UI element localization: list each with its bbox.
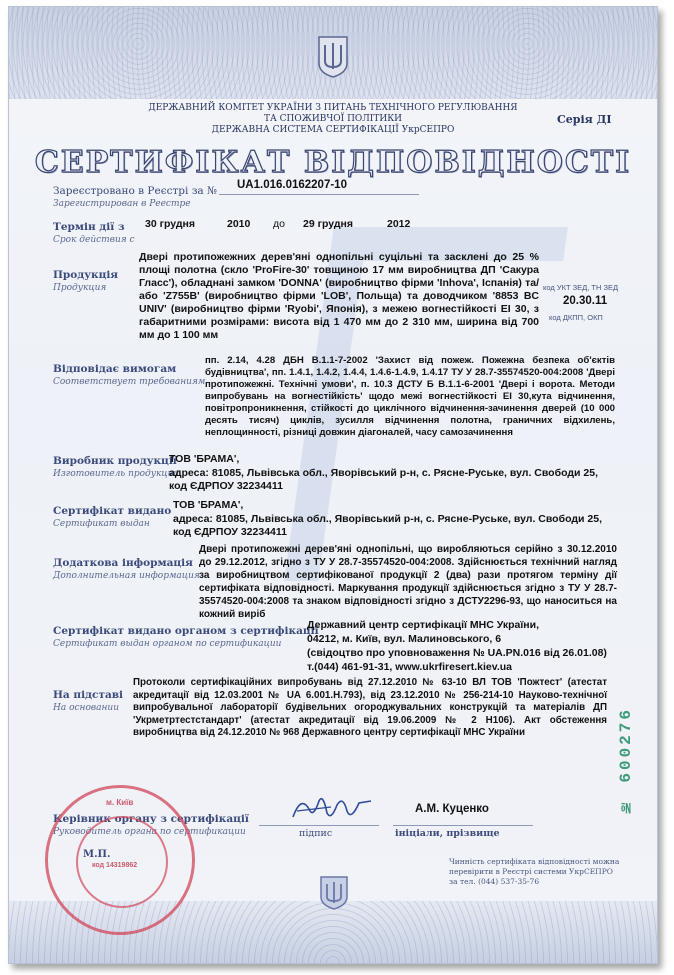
- valid-to-day: 29 грудня: [303, 218, 353, 230]
- cert-body-line4: т.(044) 461-91-31, www.ukrfiresert.kiev.ua: [307, 661, 512, 673]
- basis-label: На підставі: [53, 689, 124, 701]
- ukrsepro-mark-icon: [317, 873, 351, 911]
- cert-body-line2: 04212, м. Київ, вул. Малиновського, 6: [307, 633, 502, 645]
- valid-from-year: 2010: [227, 218, 251, 230]
- serial-number: № 600276: [617, 707, 635, 817]
- footer-note-line2: перевірити в Реєстрі системи УкрСЕПРО: [449, 867, 613, 876]
- head-of-body-label-ru: Руководитель органа по сертификации: [53, 827, 246, 837]
- handwritten-signature: [287, 791, 377, 827]
- series-label: Серія ДІ: [557, 113, 612, 126]
- basis-label-ru: На основании: [53, 703, 120, 713]
- additional-info-text: Двері протипожежні дерев'яні однопільні, що виробляються серійно з 30.12.2010 до 29.12.2012, згідно з ТУ У 28.7-35574520-004:2008. Здійснюється технічний нагляд за виробництвом сертифікованої продукції 2 (два) рази протягом терміну дії сертифіката відповідності. Маркування продукції здійснюється згідно з ТУ У 28.7-35574520-004:2008 та знаком відповідності згідно з ДСТУ2296-93, що наноситься на кожний виріб: [199, 544, 617, 620]
- issued-to-address: адреса: 81085, Львівська обл., Яворівський р-н, с. Рясне-Руське, вул. Свободи 25, код ЄДРПОУ 32234411: [173, 513, 602, 538]
- official-stamp: [45, 785, 195, 935]
- product-label-ru: Продукция: [53, 283, 107, 293]
- valid-to-year: 2012: [387, 218, 411, 230]
- issued-to-label-ru: Сертификат выдан: [53, 519, 150, 529]
- issued-to-label: Сертифікат видано: [53, 505, 172, 517]
- committee-line2: ТА СПОЖИВЧОЇ ПОЛІТИКИ: [263, 114, 403, 124]
- manufacturer-name: ТОВ 'БРАМА',: [169, 453, 240, 465]
- signature-caption: підпис: [299, 828, 333, 839]
- certificate-sheet: [8, 6, 658, 964]
- trident-coat-of-arms-icon: [317, 35, 349, 79]
- registry-label: Зареєстровано в Реєстрі за №: [53, 185, 217, 197]
- registry-label-ru: Зарегистрирован в Реестре: [53, 199, 191, 209]
- stamp-city: м. Київ: [106, 798, 134, 807]
- cert-body-label-ru: Сертификат выдан органом по сертификации: [53, 639, 282, 649]
- initials-caption: ініціали, прізвище: [395, 828, 500, 839]
- cert-body-label: Сертифікат видано органом з сертифікації: [53, 625, 319, 637]
- manufacturer-label-ru: Изготовитель продукции: [53, 469, 180, 479]
- product-code-label-top: код УКТ ЗЕД, ТН ЗЕД: [543, 283, 619, 292]
- additional-info-label-ru: Дополнительная информация: [53, 571, 200, 581]
- validity-label-ru: Срок действия с: [53, 235, 135, 245]
- validity-label: Термін дії з: [53, 221, 125, 233]
- registry-number: UA1.016.0162207-10: [237, 179, 347, 191]
- certificate-title: СЕРТИФІКАТ ВІДПОВІДНОСТІ: [34, 145, 632, 180]
- footer-note-line1: Чинність сертифіката відповідності можна: [449, 857, 620, 866]
- additional-info-label: Додаткова інформація: [53, 557, 193, 569]
- requirements-label: Відповідає вимогам: [53, 363, 177, 375]
- stamp-code: код 14319862: [92, 862, 138, 869]
- requirements-label-ru: Соответствует требованиям: [53, 377, 206, 387]
- registry-underline: [219, 194, 419, 195]
- manufacturer-label: Виробник продукції: [53, 455, 177, 467]
- valid-to-word: до: [273, 218, 285, 230]
- stamp-place-label: М.П.: [83, 849, 111, 860]
- product-label: Продукція: [53, 269, 119, 281]
- footer-note-line3: за тел. (044) 537-35-76: [449, 877, 540, 886]
- issued-to-name: ТОВ 'БРАМА',: [173, 499, 244, 511]
- name-line: [393, 825, 533, 826]
- signature-line: [259, 825, 379, 826]
- product-description: Двері протипожежних дерев'яні однопільні суцільні та засклені до 25 % площі полотна (скло 'ProFire-30' товщиною 17 мм виробництва ДП 'Сакура Гласс'), обладнані замком 'DONNA' (виробництво фірми 'Inhova', Іспанія) та/або 'Z755B' (виробництво фірми 'LOB', Польща) та доводчиком '8853 BC UNIV' (виробництво фірми 'Ryobi', Японія), з межею вогнестійкості ЕІ 30, з габаритними розмірами: висота від 1 470 мм до 2 310 мм, ширина від 700 мм до 1 100 мм: [139, 251, 539, 341]
- committee-line1: ДЕРЖАВНИЙ КОМІТЕТ УКРАЇНИ З ПИТАНЬ ТЕХНІЧНОГО РЕГУЛЮВАННЯ: [148, 103, 518, 113]
- head-name: А.М. Куценко: [415, 803, 489, 815]
- manufacturer-address: адреса: 81085, Львівська обл., Яворівський р-н, с. Рясне-Руське, вул. Свободи 25, код ЄДРПОУ 32234411: [169, 467, 598, 492]
- product-code: 20.30.11: [563, 295, 608, 307]
- basis-text: Протоколи сертифікаційних випробувань від 27.12.2010 № 63-10 ВЛ ТОВ 'Пожтест' (атестат акредитації від 12.03.2001 № UA 6.001.Н.793), від 23.12.2010 № 256-214-10 Науково-технічної випробувальної лабораторії будівельних огороджувальних конструкцій та матеріалів ДП 'Укрметртестстандарт' (атестат акредитації від 19.06.2009 № 2 Н106). Акт обстеження виробництва від 24.12.2010 № 968 Державного центру сертифікації МНС України: [133, 677, 607, 738]
- cert-body-line3: (свідоцтво про уповноваження № UA.PN.016 від 26.01.08): [307, 647, 607, 659]
- valid-from-day: 30 грудня: [145, 218, 195, 230]
- certification-system: ДЕРЖАВНА СИСТЕМА СЕРТИФІКАЦІЇ УкрСЕПРО: [211, 125, 455, 135]
- head-of-body-label: Керівник органу з сертифікації: [53, 813, 249, 825]
- requirements-text: пп. 2.14, 4.28 ДБН В.1.1-7-2002 'Захист від пожеж. Пожежна безпека об'єктів будівництва', пп. 1.4.1, 1.4.2, 1.4.4, 1.4.6-1.4.9, 1.4.17 ТУ У 28.7-35574520-004:2008 'Двері протипожежні. Технічні умови', п. 10.3 ДСТУ Б В.1.1-6-2001 'Двері і ворота. Методи випробувань на вогнестійкість' щодо межі вогнестійкості ЕІ 30,кута відчинення, повітропроникнення, стійкості до циклічного відчинення-зачинення дверей (10 000 десять тисяч) циклів, зусилля відчинення полотна, граничних відхилень, неплощинності, різниці довжин діагоналей, часу самозачинення: [205, 355, 615, 438]
- product-code-label-bottom: код ДКПП, ОКП: [549, 313, 603, 322]
- cert-body-line1: Державний центр сертифікації МНС України,: [307, 619, 539, 631]
